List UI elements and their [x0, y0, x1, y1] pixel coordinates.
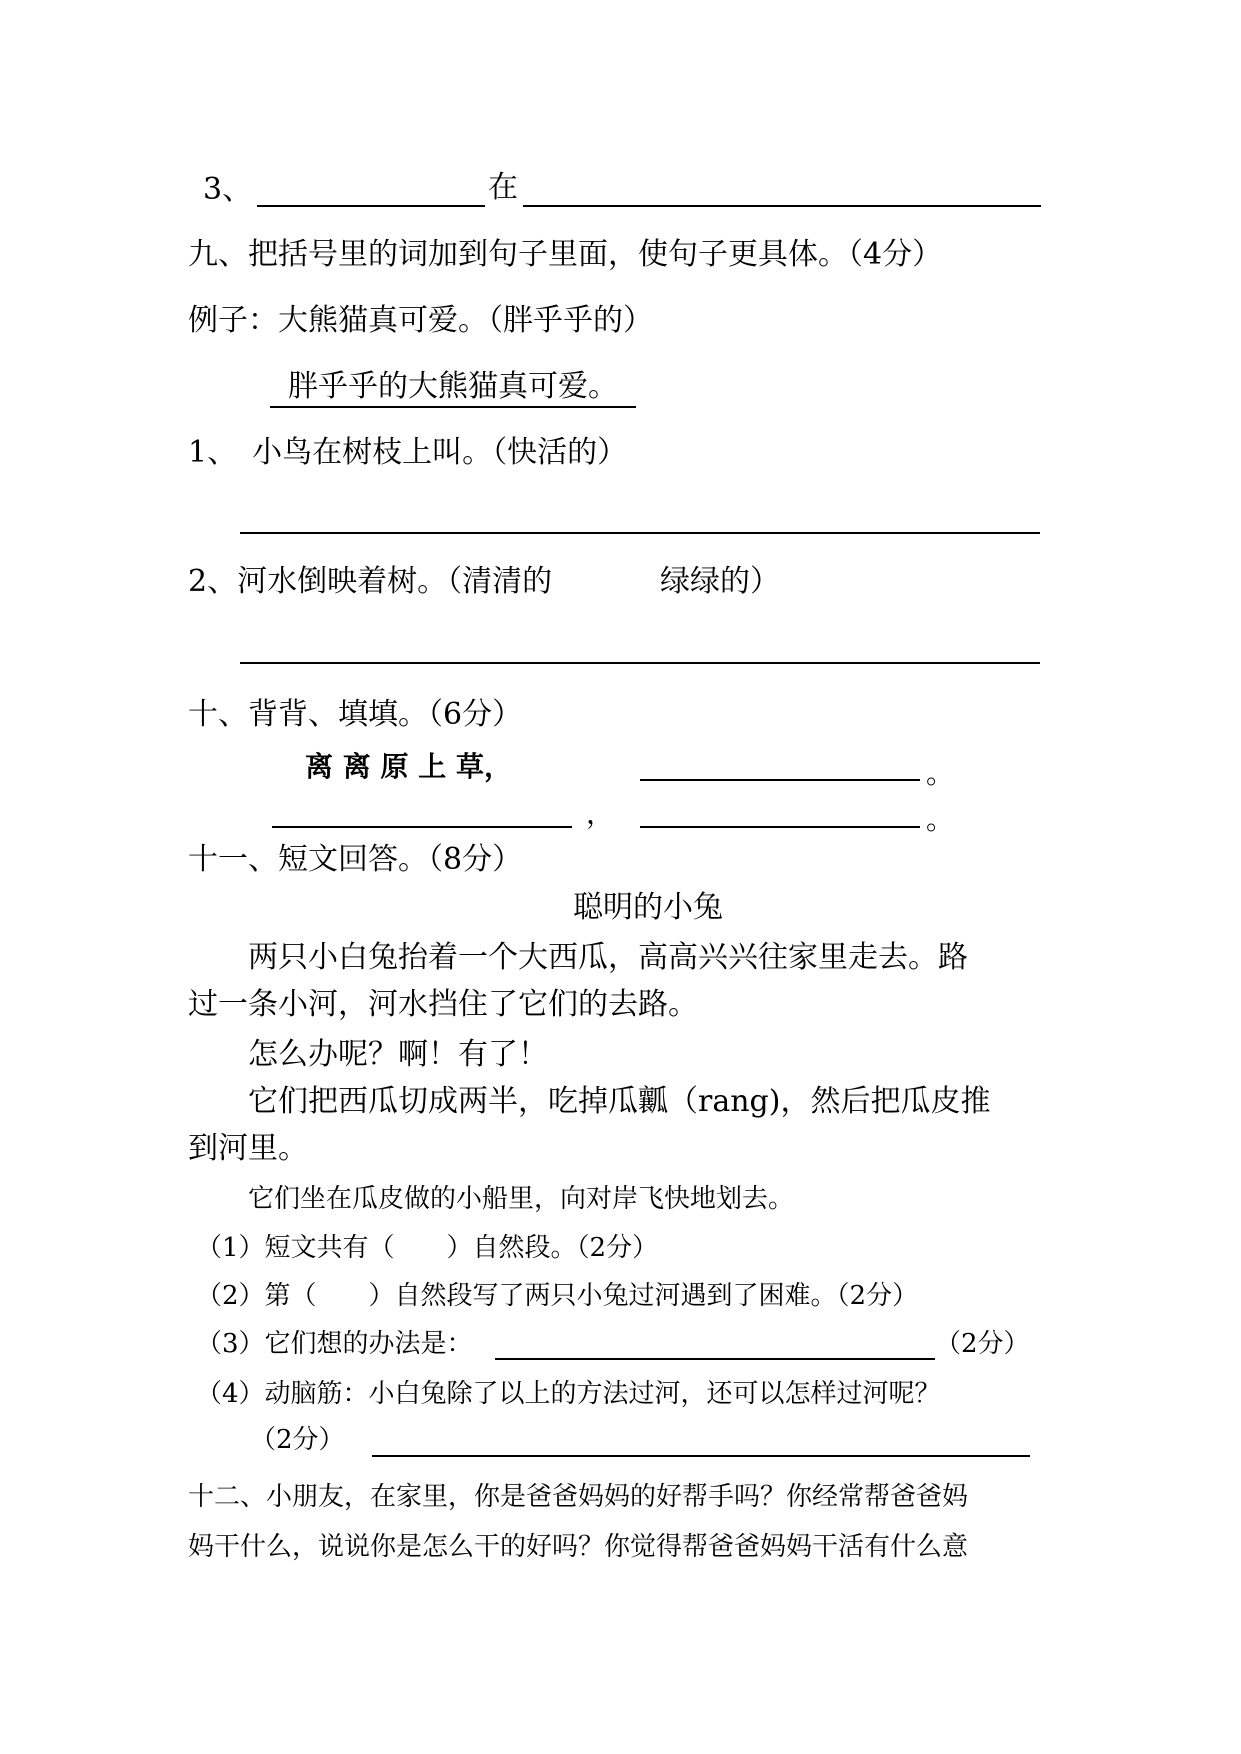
section-9-example-answer: 胖乎乎的大熊猫真可爱。 [270, 372, 636, 408]
item-3-word: 在 [488, 170, 518, 205]
section-11-answer-line-4[interactable] [372, 1455, 1030, 1457]
section-9-question-2-word: 绿绿的） [660, 564, 780, 599]
section-12-line-2: 妈干什么，说说你是怎么干的好吗？你觉得帮爸爸妈妈干活有什么意 [188, 1532, 969, 1562]
poem-blank-2[interactable] [272, 826, 572, 828]
poem-period-2: 。 [926, 803, 955, 836]
section-9-example: 例子：大熊猫真可爱。（胖乎乎的） [188, 303, 653, 338]
section-11-answer-line-3[interactable] [495, 1358, 935, 1360]
item-3-blank-1[interactable] [257, 205, 485, 207]
story-paragraph-3-line-1: 它们把西瓜切成两半，吃掉瓜瓤（rang)，然后把瓜皮推 [248, 1084, 991, 1119]
section-11-question-3-score: （2分） [935, 1329, 1030, 1359]
section-9-title: 九、把括号里的词加到句子里面，使句子更具体。（4分） [188, 237, 943, 272]
poem-blank-1[interactable] [640, 779, 920, 781]
item-3-number: 3、 [203, 172, 253, 207]
story-paragraph-2: 怎么办呢？啊！有了！ [248, 1037, 548, 1072]
story-paragraph-1-line-2: 过一条小河，河水挡住了它们的去路。 [188, 987, 698, 1022]
section-11-question-2: （2）第（ ）自然段写了两只小兔过河遇到了困难。（2分） [196, 1281, 919, 1311]
section-9-question-1: 1、 小鸟在树枝上叫。（快活的） [188, 435, 628, 470]
story-paragraph-4: 它们坐在瓜皮做的小船里，向对岸飞快地划去。 [248, 1184, 795, 1214]
section-11-question-3: （3）它们想的办法是： [196, 1329, 473, 1359]
poem-period-1: 。 [926, 757, 955, 790]
section-10-title: 十、背背、填填。（6分） [188, 697, 523, 732]
story-title: 聪明的小兔 [573, 890, 723, 925]
section-11-title: 十一、短文回答。（8分） [188, 842, 523, 877]
section-11-question-1: （1）短文共有（ ）自然段。（2分） [196, 1233, 659, 1263]
item-3-blank-2[interactable] [523, 205, 1041, 207]
story-paragraph-1-line-1: 两只小白兔抬着一个大西瓜，高高兴兴往家里走去。路 [248, 940, 968, 975]
section-9-answer-line-1[interactable] [240, 532, 1040, 534]
section-12-line-1: 十二、小朋友，在家里，你是爸爸妈妈的好帮手吗？你经常帮爸爸妈 [188, 1482, 969, 1512]
section-11-question-4: （4）动脑筋：小白兔除了以上的方法过河，还可以怎样过河呢？ [196, 1379, 941, 1409]
section-11-question-4-score: （2分） [250, 1425, 345, 1455]
story-paragraph-3-line-2: 到河里。 [188, 1131, 308, 1166]
section-9-question-2: 2、河水倒映着树。（清清的 [188, 564, 553, 599]
poem-comma: ， [586, 797, 615, 830]
poem-line-1: 离 离 原 上 草， [305, 750, 512, 783]
poem-blank-3[interactable] [640, 826, 920, 828]
section-9-answer-line-2[interactable] [240, 662, 1040, 664]
